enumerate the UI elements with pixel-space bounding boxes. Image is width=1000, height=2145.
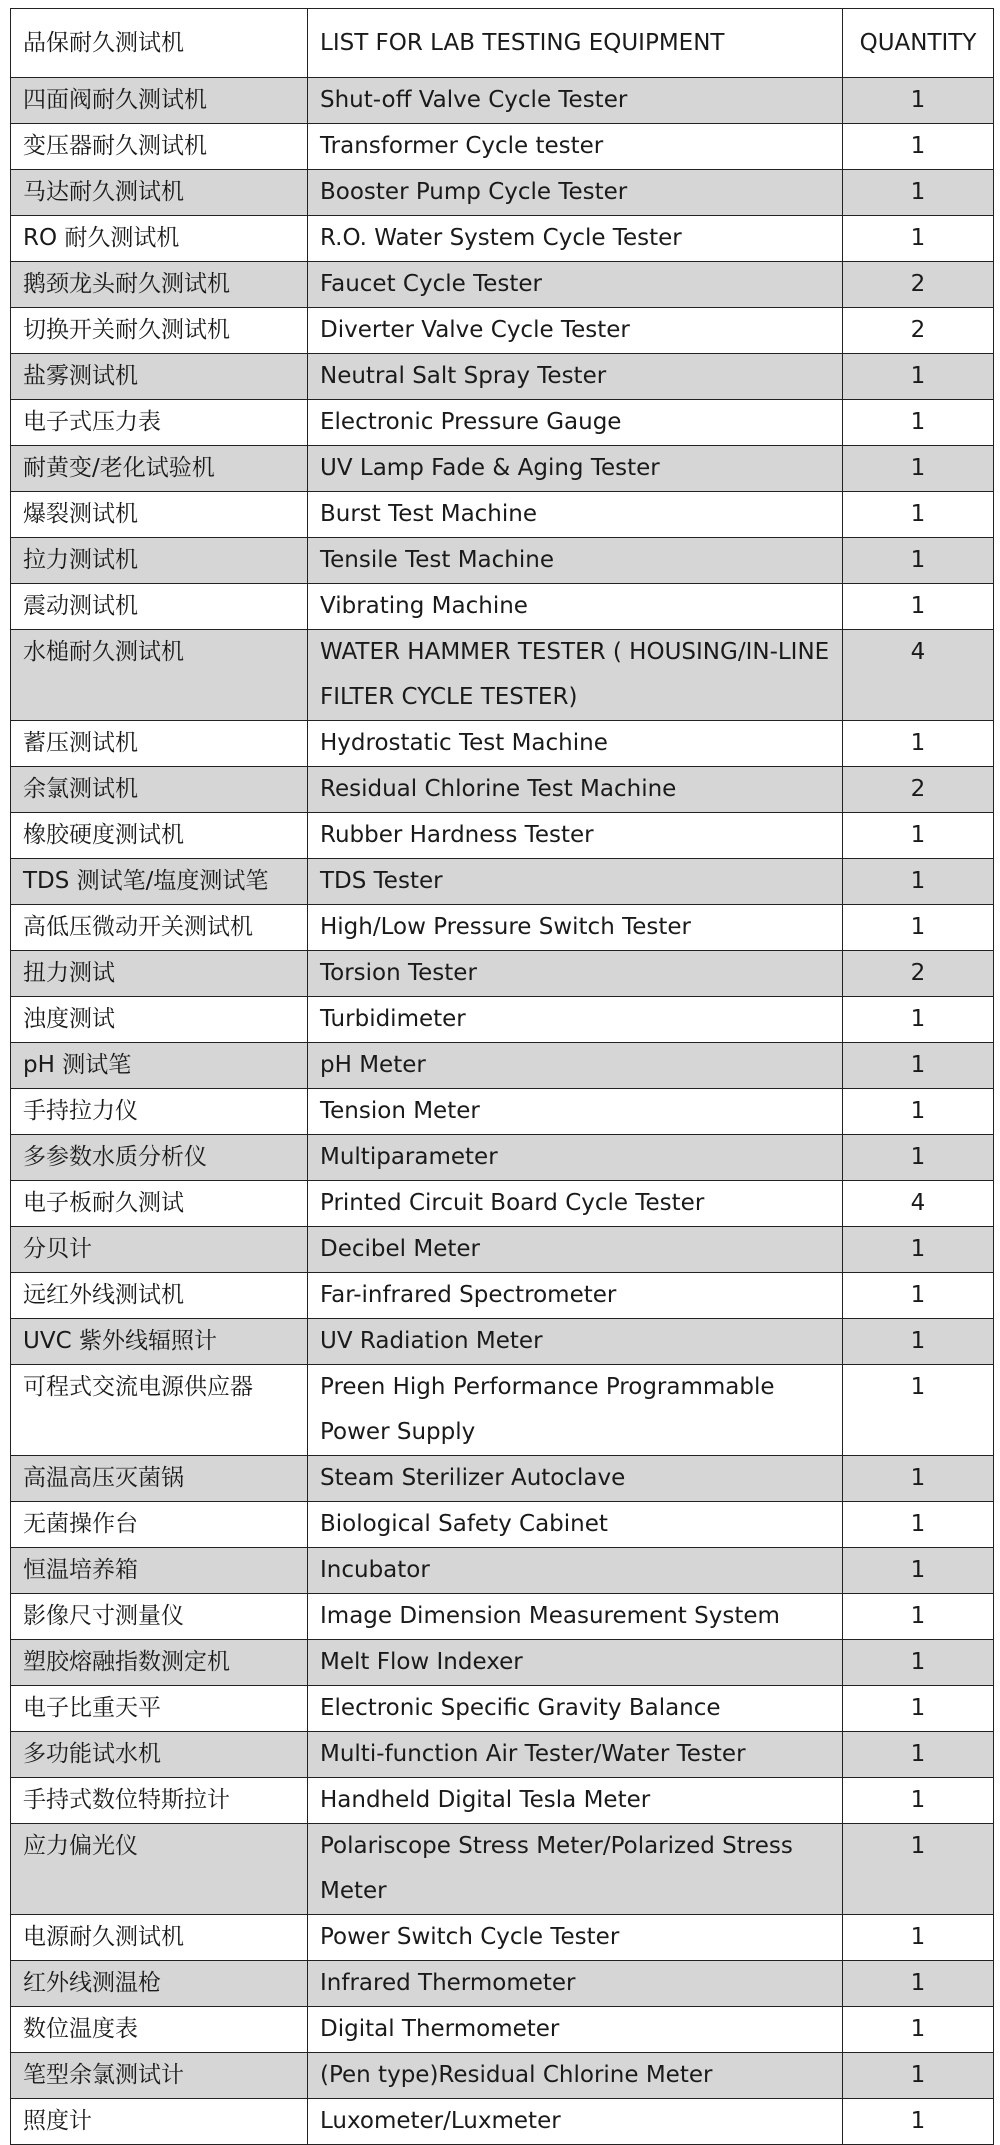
table-row (11, 2099, 994, 2145)
equipment-cn-name-cell: 影像尺寸测量仪 (11, 1594, 308, 1640)
equipment-en-name-cell: Vibrating Machine (308, 584, 843, 630)
equipment-cn-name-cell: 爆裂测试机 (11, 492, 308, 538)
equipment-quantity-cell: 1 (843, 1640, 994, 1686)
equipment-en-name-cell: Diverter Valve Cycle Tester (308, 308, 843, 354)
equipment-cn-name-cell: 笔型余氯测试计 (11, 2053, 308, 2099)
equipment-cn-name-cell: 分贝计 (11, 1227, 308, 1273)
table-row (11, 1548, 994, 1594)
equipment-cn-name-cell: 拉力测试机 (11, 538, 308, 584)
table-row (11, 78, 994, 124)
equipment-list-sheet (10, 8, 993, 2145)
equipment-cn-name-cell: 鹅颈龙头耐久测试机 (11, 262, 308, 308)
table-row (11, 262, 994, 308)
equipment-quantity-cell: 1 (843, 1686, 994, 1732)
equipment-en-name-cell: High/Low Pressure Switch Tester (308, 905, 843, 951)
equipment-quantity-cell: 1 (843, 1961, 994, 2007)
equipment-en-name-cell: Image Dimension Measurement System (308, 1594, 843, 1640)
equipment-en-name-cell: Far-infrared Spectrometer (308, 1273, 843, 1319)
equipment-cn-name-cell: 手持式数位特斯拉计 (11, 1778, 308, 1824)
equipment-quantity-cell: 1 (843, 997, 994, 1043)
equipment-cn-name-cell: 高低压微动开关测试机 (11, 905, 308, 951)
equipment-cn-name-cell: 扭力测试 (11, 951, 308, 997)
equipment-cn-name-cell: 多功能试水机 (11, 1732, 308, 1778)
table-row (11, 1181, 994, 1227)
equipment-cn-name-cell: 电子式压力表 (11, 400, 308, 446)
equipment-cn-name-cell: 橡胶硬度测试机 (11, 813, 308, 859)
equipment-quantity-cell: 1 (843, 354, 994, 400)
equipment-en-name-cell: Handheld Digital Tesla Meter (308, 1778, 843, 1824)
table-row (11, 1961, 994, 2007)
equipment-cn-name-cell: 塑胶熔融指数测定机 (11, 1640, 308, 1686)
equipment-cn-name-cell: 水槌耐久测试机 (11, 630, 308, 721)
equipment-quantity-cell: 1 (843, 1732, 994, 1778)
table-row (11, 630, 994, 721)
equipment-en-name-cell: Tension Meter (308, 1089, 843, 1135)
equipment-cn-name-cell: 恒温培养箱 (11, 1548, 308, 1594)
table-header-row (11, 9, 994, 78)
table-row (11, 1319, 994, 1365)
equipment-cn-name-cell: 震动测试机 (11, 584, 308, 630)
equipment-cn-name-cell: 无菌操作台 (11, 1502, 308, 1548)
equipment-quantity-cell: 4 (843, 1181, 994, 1227)
equipment-quantity-cell: 1 (843, 1915, 994, 1961)
equipment-cn-name-cell: 手持拉力仪 (11, 1089, 308, 1135)
equipment-cn-name-cell: 高温高压灭菌锅 (11, 1456, 308, 1502)
table-row (11, 170, 994, 216)
equipment-quantity-cell: 1 (843, 2099, 994, 2145)
equipment-cn-name-cell: 变压器耐久测试机 (11, 124, 308, 170)
equipment-quantity-cell: 1 (843, 721, 994, 767)
equipment-en-name-cell: Booster Pump Cycle Tester (308, 170, 843, 216)
equipment-quantity-cell: 1 (843, 1319, 994, 1365)
table-row (11, 308, 994, 354)
equipment-en-name-cell: Electronic Pressure Gauge (308, 400, 843, 446)
equipment-cn-name-cell: 电源耐久测试机 (11, 1915, 308, 1961)
equipment-en-name-cell: Residual Chlorine Test Machine (308, 767, 843, 813)
equipment-en-name-cell: Steam Sterilizer Autoclave (308, 1456, 843, 1502)
equipment-en-name-cell: pH Meter (308, 1043, 843, 1089)
table-row (11, 1089, 994, 1135)
equipment-en-name-cell: WATER HAMMER TESTER ( HOUSING/IN-LINE FILTER CYCLE TESTER) (308, 630, 843, 721)
equipment-quantity-cell: 2 (843, 767, 994, 813)
equipment-cn-name-cell: 多参数水质分析仪 (11, 1135, 308, 1181)
table-row (11, 721, 994, 767)
equipment-quantity-cell: 1 (843, 1365, 994, 1456)
equipment-en-name-cell: TDS Tester (308, 859, 843, 905)
equipment-cn-name-cell: 四面阀耐久测试机 (11, 78, 308, 124)
equipment-en-name-cell: Electronic Specific Gravity Balance (308, 1686, 843, 1732)
table-row (11, 951, 994, 997)
equipment-en-name-cell: Melt Flow Indexer (308, 1640, 843, 1686)
equipment-cn-name-cell: TDS 测试笔/塩度测试笔 (11, 859, 308, 905)
equipment-quantity-cell: 1 (843, 813, 994, 859)
equipment-quantity-cell: 1 (843, 2007, 994, 2053)
equipment-quantity-cell: 1 (843, 1548, 994, 1594)
equipment-en-name-cell: Burst Test Machine (308, 492, 843, 538)
equipment-cn-name-cell: 耐黄变/老化试验机 (11, 446, 308, 492)
equipment-en-name-cell: Polariscope Stress Meter/Polarized Stress Meter (308, 1824, 843, 1915)
header-cn-cell: 品保耐久测试机 (11, 9, 308, 78)
equipment-quantity-cell: 1 (843, 1456, 994, 1502)
equipment-quantity-cell: 1 (843, 1089, 994, 1135)
equipment-cn-name-cell: 电子板耐久测试 (11, 1181, 308, 1227)
equipment-quantity-cell: 1 (843, 216, 994, 262)
equipment-quantity-cell: 1 (843, 492, 994, 538)
table-row (11, 2053, 994, 2099)
equipment-en-name-cell: Neutral Salt Spray Tester (308, 354, 843, 400)
table-row (11, 2007, 994, 2053)
equipment-en-name-cell: Multiparameter (308, 1135, 843, 1181)
table-row (11, 1227, 994, 1273)
equipment-en-name-cell: Shut-off Valve Cycle Tester (308, 78, 843, 124)
equipment-quantity-cell: 2 (843, 262, 994, 308)
table-row (11, 1640, 994, 1686)
table-row (11, 124, 994, 170)
equipment-quantity-cell: 2 (843, 951, 994, 997)
equipment-en-name-cell: Digital Thermometer (308, 2007, 843, 2053)
equipment-quantity-cell: 1 (843, 1227, 994, 1273)
table-row (11, 216, 994, 262)
equipment-quantity-cell: 2 (843, 308, 994, 354)
table-row (11, 1043, 994, 1089)
equipment-en-name-cell: UV Lamp Fade & Aging Tester (308, 446, 843, 492)
table-row (11, 1824, 994, 1915)
table-row (11, 446, 994, 492)
equipment-quantity-cell: 1 (843, 859, 994, 905)
equipment-en-name-cell: UV Radiation Meter (308, 1319, 843, 1365)
table-row (11, 1594, 994, 1640)
table-row (11, 997, 994, 1043)
equipment-en-name-cell: Tensile Test Machine (308, 538, 843, 584)
equipment-quantity-cell: 1 (843, 2053, 994, 2099)
equipment-quantity-cell: 1 (843, 446, 994, 492)
equipment-cn-name-cell: 应力偏光仪 (11, 1824, 308, 1915)
equipment-en-name-cell: Power Switch Cycle Tester (308, 1915, 843, 1961)
equipment-cn-name-cell: 蓄压测试机 (11, 721, 308, 767)
equipment-cn-name-cell: 马达耐久测试机 (11, 170, 308, 216)
table-row (11, 354, 994, 400)
equipment-en-name-cell: Transformer Cycle tester (308, 124, 843, 170)
equipment-quantity-cell: 1 (843, 1594, 994, 1640)
equipment-quantity-cell: 1 (843, 1273, 994, 1319)
equipment-quantity-cell: 1 (843, 905, 994, 951)
table-row (11, 1778, 994, 1824)
equipment-cn-name-cell: 切换开关耐久测试机 (11, 308, 308, 354)
equipment-en-name-cell: Faucet Cycle Tester (308, 262, 843, 308)
equipment-cn-name-cell: 盐雾测试机 (11, 354, 308, 400)
table-row (11, 905, 994, 951)
lab-equipment-table (10, 8, 994, 2145)
equipment-en-name-cell: Luxometer/Luxmeter (308, 2099, 843, 2145)
table-body (11, 9, 994, 2145)
table-row (11, 1273, 994, 1319)
equipment-en-name-cell: Hydrostatic Test Machine (308, 721, 843, 767)
equipment-quantity-cell: 1 (843, 78, 994, 124)
equipment-cn-name-cell: 电子比重天平 (11, 1686, 308, 1732)
equipment-en-name-cell: Printed Circuit Board Cycle Tester (308, 1181, 843, 1227)
equipment-en-name-cell: Infrared Thermometer (308, 1961, 843, 2007)
header-en-cell: LIST FOR LAB TESTING EQUIPMENT (308, 9, 843, 78)
equipment-quantity-cell: 1 (843, 400, 994, 446)
equipment-quantity-cell: 1 (843, 1043, 994, 1089)
table-row (11, 1456, 994, 1502)
equipment-cn-name-cell: 红外线测温枪 (11, 1961, 308, 2007)
equipment-quantity-cell: 1 (843, 170, 994, 216)
equipment-en-name-cell: R.O. Water System Cycle Tester (308, 216, 843, 262)
equipment-en-name-cell: Preen High Performance Programmable Power Supply (308, 1365, 843, 1456)
equipment-quantity-cell: 1 (843, 1824, 994, 1915)
equipment-cn-name-cell: 照度计 (11, 2099, 308, 2145)
table-row (11, 859, 994, 905)
equipment-cn-name-cell: 可程式交流电源供应器 (11, 1365, 308, 1456)
equipment-en-name-cell: Decibel Meter (308, 1227, 843, 1273)
equipment-en-name-cell: (Pen type)Residual Chlorine Meter (308, 2053, 843, 2099)
table-row (11, 1915, 994, 1961)
equipment-quantity-cell: 1 (843, 1778, 994, 1824)
equipment-en-name-cell: Multi-function Air Tester/Water Tester (308, 1732, 843, 1778)
table-row (11, 767, 994, 813)
table-row (11, 1135, 994, 1181)
equipment-en-name-cell: Torsion Tester (308, 951, 843, 997)
equipment-cn-name-cell: 浊度测试 (11, 997, 308, 1043)
equipment-quantity-cell: 1 (843, 584, 994, 630)
equipment-en-name-cell: Biological Safety Cabinet (308, 1502, 843, 1548)
table-row (11, 538, 994, 584)
equipment-quantity-cell: 1 (843, 1502, 994, 1548)
header-qty-cell: QUANTITY (843, 9, 994, 78)
equipment-en-name-cell: Incubator (308, 1548, 843, 1594)
equipment-quantity-cell: 4 (843, 630, 994, 721)
equipment-cn-name-cell: UVC 紫外线辐照计 (11, 1319, 308, 1365)
table-row (11, 492, 994, 538)
equipment-cn-name-cell: pH 测试笔 (11, 1043, 308, 1089)
table-row (11, 400, 994, 446)
equipment-quantity-cell: 1 (843, 1135, 994, 1181)
table-row (11, 1365, 994, 1456)
equipment-en-name-cell: Turbidimeter (308, 997, 843, 1043)
equipment-quantity-cell: 1 (843, 538, 994, 584)
equipment-en-name-cell: Rubber Hardness Tester (308, 813, 843, 859)
table-row (11, 1502, 994, 1548)
table-row (11, 1686, 994, 1732)
equipment-cn-name-cell: 远红外线测试机 (11, 1273, 308, 1319)
table-row (11, 584, 994, 630)
equipment-cn-name-cell: RO 耐久测试机 (11, 216, 308, 262)
table-row (11, 1732, 994, 1778)
table-row (11, 813, 994, 859)
equipment-quantity-cell: 1 (843, 124, 994, 170)
equipment-cn-name-cell: 余氯测试机 (11, 767, 308, 813)
equipment-cn-name-cell: 数位温度表 (11, 2007, 308, 2053)
